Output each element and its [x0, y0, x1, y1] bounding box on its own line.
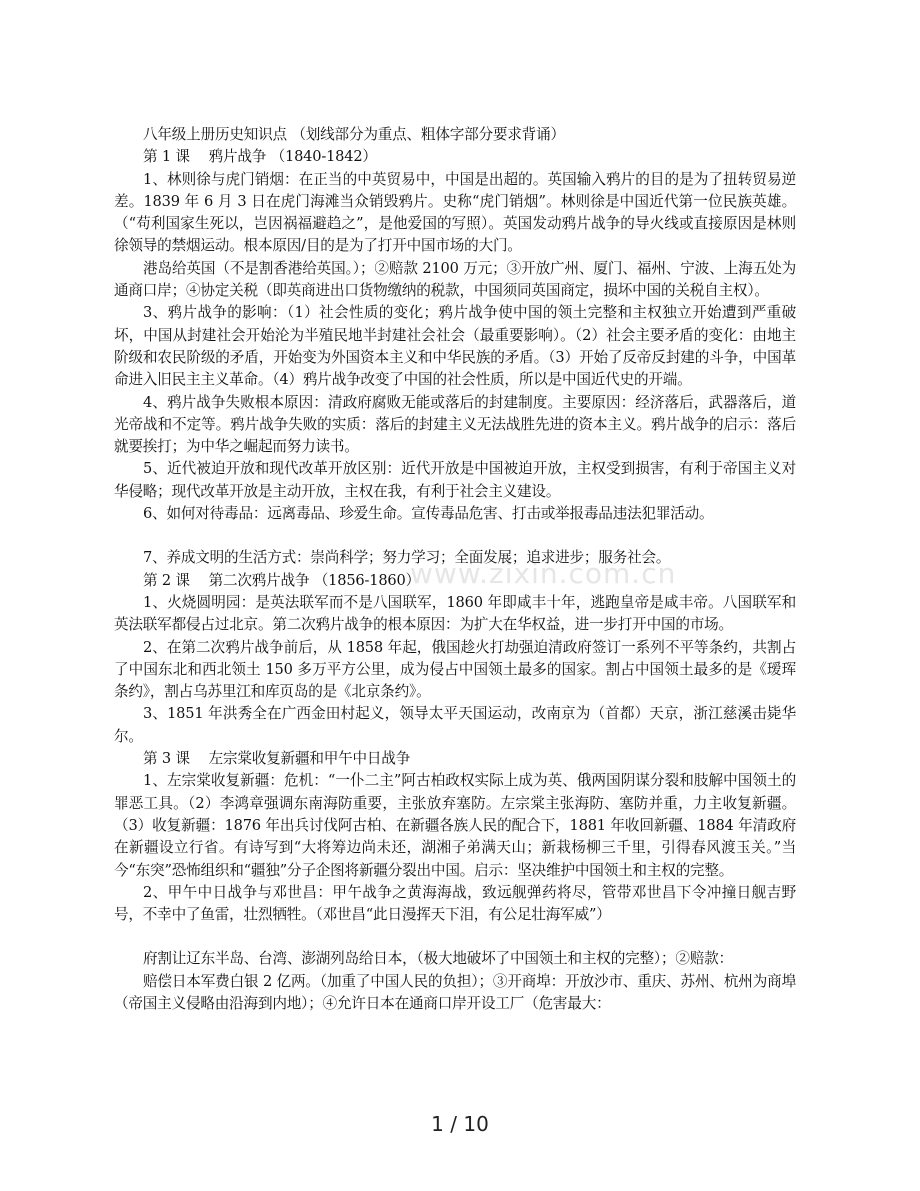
paragraph: 6、如何对待毒品：远离毒品、珍爱生命。宣传毒品危害、打击或举报毒品违法犯罪活动。	[143, 505, 714, 523]
paragraph: 府割让辽东半岛、台湾、澎湖列岛给日本，（极大地破坏了中国领土和主权的完整）；②赔款：	[143, 950, 733, 968]
paragraph: 2、在第二次鸦片战争前后，从 1858 年起，俄国趁火打劫强迫清政府签订一系列不平等条约，共割占了中国东北和西北领土 150 多万平方公里，成为侵占中国领土最多的国家。割占中国领土最多的是《瑷珲条约》，割占乌苏里江和库页岛的是《北京条约》。	[114, 638, 796, 701]
page-number: 1 / 10	[431, 1112, 489, 1136]
blank-line	[114, 926, 796, 948]
paragraph: 3、鸦片战争的影响：（1）社会性质的变化；鸦片战争使中国的领土完整和主权独立开始遭到严重破坏，中国从封建社会开始沦为半殖民地半封建社会社会（最重要影响）。（2）社会主要矛盾的变化：由地主阶级和农民阶级的矛盾，开始变为外国资本主义和中华民族的矛盾。（3）开始了反帝反封建的斗争，中国革命进入旧民主主义革命。（4）鸦片战争改变了中国的社会性质，所以是中国近代史的开端。	[114, 304, 796, 389]
paragraph: 3、1851 年洪秀全在广西金田村起义，领导太平天国运动，改南京为（首都）天京，浙江慈溪击毙华尔。	[114, 705, 796, 745]
paragraph: 4、鸦片战争失败根本原因：清政府腐败无能或落后的封建制度。主要原因：经济落后，武器落后，道光帝战和不定等。鸦片战争失败的实质：落后的封建主义无法战胜先进的资本主义。鸦片战争的启示：落后就要挨打；为中华之崛起而努力读书。	[114, 393, 796, 456]
blank-line	[114, 525, 796, 547]
paragraph: 7、养成文明的生活方式：崇尚科学；努力学习；全面发展；追求进步；服务社会。	[143, 549, 671, 567]
paragraph: 1、火烧圆明园：是英法联军而不是八国联军，1860 年即咸丰十年，逃跑皇帝是咸丰帝。八国联军和英法联军都侵占过北京。第二次鸦片战争的根本原因：为扩大在华权益，进一步打开中国的市场。	[114, 593, 796, 634]
document-title: 八年级上册历史知识点 （划线部分为重点、粗体字部分要求背诵）	[143, 126, 565, 143]
document-body	[114, 124, 796, 1015]
paragraph: 赔偿日本军费白银 2 亿两。（加重了中国人民的负担）；③开商埠：开放沙市、重庆、苏州、杭州为商埠（帝国主义侵略由沿海到内地）；④允许日本在通商口岸开设工厂（危害最大：	[114, 972, 796, 1012]
watermark: www.zixin.com.cn	[410, 557, 677, 590]
paragraph: 1、林则徐与虎门销烟：在正当的中英贸易中，中国是出超的。英国输入鸦片的目的是为了扭转贸易逆差。1839 年 6 月 3 日在虎门海滩当众销毁鸦片。史称“虎门销烟”。林则徐是中国近代第一位民族英雄。（“苟利国家生死以，岂因祸福避趋之”，是他爱国的写照）。英国发动鸦片战争的导火线或直接原因是林则徐领导的禁烟运动。根本原因/目的是为了打开中国市场的大门。	[114, 170, 796, 255]
lesson-2-heading: 第 2 课 第二次鸦片战争 （1856-1860）	[143, 571, 420, 589]
paragraph: 2、甲午中日战争与邓世昌：甲午战争之黄海海战，致远舰弹药将尽，管带邓世昌下令冲撞日舰吉野号，不幸中了鱼雷，壮烈牺牲。（邓世昌“此日漫挥天下泪，有公足壮海军威”）	[114, 883, 796, 924]
lesson-1-heading: 第 1 课 鸦片战争 （1840-1842）	[143, 148, 377, 166]
paragraph: 5、近代被迫开放和现代改革开放区别：近代开放是中国被迫开放，主权受到损害，有利于帝国主义对华侵略；现代改革开放是主动开放，主权在我，有利于社会主义建设。	[114, 460, 796, 500]
paragraph: 1、左宗棠收复新疆：危机：“一仆二主”阿古柏政权实际上成为英、俄两国阴谋分裂和肢解中国领土的罪恶工具。（2）李鸿章强调东南海防重要，主张放弃塞防。左宗棠主张海防、塞防并重，力主收复新疆。（3）收复新疆：1876 年出兵讨伐阿古柏、在新疆各族人民的配合下，1881 年收回新疆、1884 年清政府在新疆设立行省。有诗写到“大将筹边尚未还，湖湘子弟满天山；新栽杨柳三千里，引得春风渡玉关。”当今“东突”恐怖组织和“疆独”分子企图将新疆分裂出中国。启示：坚决维护中国领土和主权的完整。	[114, 772, 796, 879]
paragraph: 港岛给英国（不是割香港给英国。）；②赔款 2100 万元；③开放广州、厦门、福州、宁波、上海五处为通商口岸；④协定关税（即英商进出口货物缴纳的税款，中国须同英国商定，损坏中国的关税自主权）。	[114, 259, 796, 300]
lesson-3-heading: 第 3 课 左宗棠收复新疆和甲午中日战争	[143, 750, 411, 768]
